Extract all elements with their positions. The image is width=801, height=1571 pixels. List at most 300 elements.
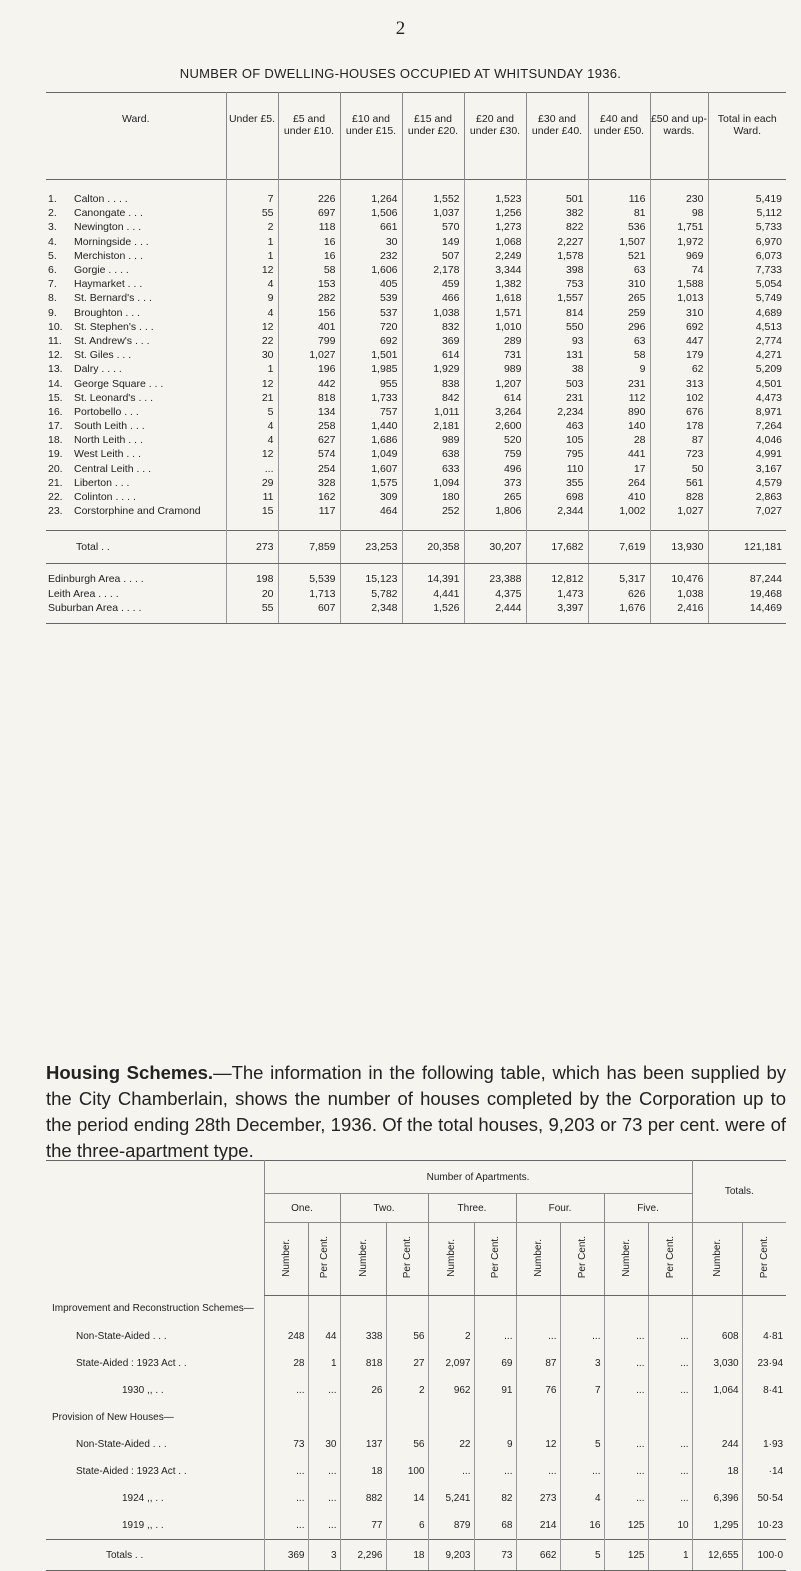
area-value: 2,348 bbox=[340, 601, 402, 624]
totals-value: 5 bbox=[560, 1540, 604, 1571]
ward-value: 62 bbox=[650, 362, 708, 376]
ward-number: 15. bbox=[48, 391, 63, 404]
scheme-value: 9 bbox=[474, 1431, 516, 1458]
ward-value: 1,606 bbox=[340, 263, 402, 277]
ward-value: 507 bbox=[402, 249, 464, 263]
scheme-value: 7 bbox=[560, 1377, 604, 1404]
ward-value: 574 bbox=[278, 447, 340, 461]
ward-value: 720 bbox=[340, 320, 402, 334]
ward-name: South Leith . . . bbox=[74, 420, 145, 433]
area-value: 1,713 bbox=[278, 587, 340, 601]
total-label: Total . . bbox=[46, 531, 226, 564]
scheme-row bbox=[46, 1512, 786, 1540]
ward-value: 2,774 bbox=[708, 334, 786, 348]
ward-value: 1,068 bbox=[464, 235, 526, 249]
scheme-value: ·14 bbox=[742, 1458, 786, 1485]
area-value: 87,244 bbox=[708, 564, 786, 587]
ward-number: 17. bbox=[48, 420, 63, 433]
ward-number: 7. bbox=[48, 278, 57, 291]
ward-value: 259 bbox=[588, 306, 650, 320]
ward-number: 1. bbox=[48, 193, 57, 206]
scheme-value: 50·54 bbox=[742, 1485, 786, 1512]
area-value: 1,473 bbox=[526, 587, 588, 601]
scheme-value: 100 bbox=[386, 1458, 428, 1485]
ward-value: 30 bbox=[226, 348, 278, 362]
ward-value: 1,207 bbox=[464, 376, 526, 390]
ward-value: 81 bbox=[588, 206, 650, 220]
ward-value: 196 bbox=[278, 362, 340, 376]
ward-value: 969 bbox=[650, 249, 708, 263]
ward-name: Dalry . . . . bbox=[74, 363, 122, 376]
ward-value: 117 bbox=[278, 504, 340, 518]
ward-value: 93 bbox=[526, 334, 588, 348]
ward-value: 1,686 bbox=[340, 433, 402, 447]
group-header-two: Two. bbox=[340, 1194, 428, 1223]
ward-value: 4,579 bbox=[708, 476, 786, 490]
total-value: 20,358 bbox=[402, 531, 464, 564]
ward-row bbox=[46, 419, 786, 433]
ward-number: 21. bbox=[48, 476, 63, 489]
area-value: 23,388 bbox=[464, 564, 526, 587]
scheme-value: 2 bbox=[386, 1377, 428, 1404]
scheme-value: 3,030 bbox=[692, 1350, 742, 1377]
scheme-row bbox=[46, 1377, 786, 1404]
ward-value: 149 bbox=[402, 235, 464, 249]
ward-value: 230 bbox=[650, 192, 708, 206]
total-value: 13,930 bbox=[650, 531, 708, 564]
scheme-value: ... bbox=[560, 1323, 604, 1350]
scheme-value: 5,241 bbox=[428, 1485, 474, 1512]
scheme-value: 69 bbox=[474, 1350, 516, 1377]
ward-number: 8. bbox=[48, 292, 57, 305]
scheme-row bbox=[46, 1323, 786, 1350]
ward-value: 4,473 bbox=[708, 391, 786, 405]
ward-value: 2,181 bbox=[402, 419, 464, 433]
ward-value: 1,806 bbox=[464, 504, 526, 518]
ward-value: 4 bbox=[226, 433, 278, 447]
ward-number: 20. bbox=[48, 462, 63, 475]
totals-value: 12,655 bbox=[692, 1540, 742, 1571]
ward-value: 731 bbox=[464, 348, 526, 362]
ward-value: 614 bbox=[402, 348, 464, 362]
ward-value: 9 bbox=[588, 362, 650, 376]
ward-value: 310 bbox=[588, 277, 650, 291]
subheader-number: Number. bbox=[428, 1223, 474, 1296]
area-value: 5,317 bbox=[588, 564, 650, 587]
ward-value: 537 bbox=[340, 306, 402, 320]
ward-name: Central Leith . . . bbox=[74, 462, 152, 475]
ward-value: 3,344 bbox=[464, 263, 526, 277]
ward-value: 382 bbox=[526, 206, 588, 220]
totals-value: 2,296 bbox=[340, 1540, 386, 1571]
subheader-per-cent: Per Cent. bbox=[308, 1223, 340, 1296]
scheme-label: 1919 ,, . . bbox=[122, 1520, 164, 1531]
ward-row bbox=[46, 206, 786, 220]
ward-value: 1,588 bbox=[650, 277, 708, 291]
ward-value: 1,751 bbox=[650, 220, 708, 234]
ward-value: 4,501 bbox=[708, 376, 786, 390]
ward-row bbox=[46, 391, 786, 405]
ward-value: 464 bbox=[340, 504, 402, 518]
ward-value: 520 bbox=[464, 433, 526, 447]
ward-name: Colinton . . . . bbox=[74, 491, 136, 504]
ward-value: 310 bbox=[650, 306, 708, 320]
area-value: 626 bbox=[588, 587, 650, 601]
group-header-four: Four. bbox=[516, 1194, 604, 1223]
ward-value: 5,054 bbox=[708, 277, 786, 291]
subheader-number: Number. bbox=[516, 1223, 560, 1296]
ward-value: 11 bbox=[226, 490, 278, 504]
ward-name: St. Giles . . . bbox=[74, 349, 132, 362]
ward-value: 4,991 bbox=[708, 447, 786, 461]
area-value: 1,676 bbox=[588, 601, 650, 624]
scheme-value: ... bbox=[648, 1431, 692, 1458]
area-value: 15,123 bbox=[340, 564, 402, 587]
ward-value: 16 bbox=[278, 249, 340, 263]
area-value: 3,397 bbox=[526, 601, 588, 624]
ward-value: 1,571 bbox=[464, 306, 526, 320]
scheme-value: ... bbox=[604, 1323, 648, 1350]
scheme-value: 18 bbox=[340, 1458, 386, 1485]
scheme-value: 125 bbox=[604, 1512, 648, 1540]
group-header-totals: Totals. bbox=[692, 1161, 786, 1223]
subheader-number: Number. bbox=[340, 1223, 386, 1296]
scheme-value: 137 bbox=[340, 1431, 386, 1458]
ward-value: 153 bbox=[278, 277, 340, 291]
ward-number: 11. bbox=[48, 334, 62, 347]
scheme-value: ... bbox=[264, 1458, 308, 1485]
scheme-value: 27 bbox=[386, 1350, 428, 1377]
scheme-value: ... bbox=[264, 1485, 308, 1512]
scheme-value: ... bbox=[308, 1377, 340, 1404]
scheme-value: 882 bbox=[340, 1485, 386, 1512]
scheme-value: ... bbox=[516, 1323, 560, 1350]
ward-value: 1 bbox=[226, 362, 278, 376]
ward-value: 1,256 bbox=[464, 206, 526, 220]
scheme-value: 273 bbox=[516, 1485, 560, 1512]
ward-row bbox=[46, 320, 786, 334]
ward-value: 1,027 bbox=[650, 504, 708, 518]
ward-value: 355 bbox=[526, 476, 588, 490]
ward-row bbox=[46, 220, 786, 234]
ward-value: 296 bbox=[588, 320, 650, 334]
ward-value: 16 bbox=[278, 235, 340, 249]
ward-value: 1,049 bbox=[340, 447, 402, 461]
ward-value: 162 bbox=[278, 490, 340, 504]
ward-value: 697 bbox=[278, 206, 340, 220]
ward-value: 614 bbox=[464, 391, 526, 405]
scheme-value: 1,064 bbox=[692, 1377, 742, 1404]
ward-value: 38 bbox=[526, 362, 588, 376]
ward-value: 410 bbox=[588, 490, 650, 504]
area-value: 5,782 bbox=[340, 587, 402, 601]
ward-value: 264 bbox=[588, 476, 650, 490]
ward-number: 4. bbox=[48, 235, 57, 248]
scheme-value: ... bbox=[604, 1431, 648, 1458]
total-value: 273 bbox=[226, 531, 278, 564]
ward-value: 254 bbox=[278, 462, 340, 476]
ward-value: 140 bbox=[588, 419, 650, 433]
ward-value: 1,037 bbox=[402, 206, 464, 220]
scheme-value: 30 bbox=[308, 1431, 340, 1458]
scheme-value: 6 bbox=[386, 1512, 428, 1540]
ward-row bbox=[46, 235, 786, 249]
area-value: 5,539 bbox=[278, 564, 340, 587]
total-value: 30,207 bbox=[464, 531, 526, 564]
ward-value: 134 bbox=[278, 405, 340, 419]
ward-value: 1,382 bbox=[464, 277, 526, 291]
ward-value: 373 bbox=[464, 476, 526, 490]
ward-value: 1,264 bbox=[340, 192, 402, 206]
totals-value: 9,203 bbox=[428, 1540, 474, 1571]
totals-row bbox=[46, 1540, 786, 1571]
ward-value: 661 bbox=[340, 220, 402, 234]
ward-value: 22 bbox=[226, 334, 278, 348]
scheme-value: ... bbox=[308, 1512, 340, 1540]
scheme-value: 10 bbox=[648, 1512, 692, 1540]
scheme-row bbox=[46, 1485, 786, 1512]
ward-value: 398 bbox=[526, 263, 588, 277]
ward-name: George Square . . . bbox=[74, 377, 164, 390]
ward-value: 2,227 bbox=[526, 235, 588, 249]
ward-value: 313 bbox=[650, 376, 708, 390]
ward-value: 838 bbox=[402, 376, 464, 390]
ward-value: 466 bbox=[402, 291, 464, 305]
ward-value: 501 bbox=[526, 192, 588, 206]
ward-value: 1,273 bbox=[464, 220, 526, 234]
ward-value: 723 bbox=[650, 447, 708, 461]
ward-value: 989 bbox=[402, 433, 464, 447]
ward-row bbox=[46, 405, 786, 419]
ward-value: 112 bbox=[588, 391, 650, 405]
scheme-value: ... bbox=[648, 1350, 692, 1377]
area-value: 12,812 bbox=[526, 564, 588, 587]
ward-value: 4,046 bbox=[708, 433, 786, 447]
group-header-five: Five. bbox=[604, 1194, 692, 1223]
ward-value: 1,440 bbox=[340, 419, 402, 433]
scheme-value: 16 bbox=[560, 1512, 604, 1540]
ward-value: 441 bbox=[588, 447, 650, 461]
scheme-value: 56 bbox=[386, 1323, 428, 1350]
col-header-30-40: £30 and under £40. bbox=[526, 93, 588, 180]
ward-value: 328 bbox=[278, 476, 340, 490]
ward-value: 50 bbox=[650, 462, 708, 476]
ward-value: 4,271 bbox=[708, 348, 786, 362]
ward-row bbox=[46, 504, 786, 518]
scheme-value: ... bbox=[264, 1512, 308, 1540]
ward-name: Broughton . . . bbox=[74, 306, 140, 319]
scheme-value: 10·23 bbox=[742, 1512, 786, 1540]
scheme-value: 338 bbox=[340, 1323, 386, 1350]
scheme-value: 14 bbox=[386, 1485, 428, 1512]
ward-row bbox=[46, 291, 786, 305]
area-value: 19,468 bbox=[708, 587, 786, 601]
ward-value: 1,013 bbox=[650, 291, 708, 305]
ward-value: 30 bbox=[340, 235, 402, 249]
ward-value: 98 bbox=[650, 206, 708, 220]
scheme-value: 3 bbox=[560, 1350, 604, 1377]
ward-value: 118 bbox=[278, 220, 340, 234]
scheme-value: 2 bbox=[428, 1323, 474, 1350]
ward-number: 5. bbox=[48, 249, 57, 262]
ward-row bbox=[46, 263, 786, 277]
scheme-value: ... bbox=[308, 1485, 340, 1512]
ward-value: 63 bbox=[588, 334, 650, 348]
ward-value: 1,985 bbox=[340, 362, 402, 376]
scheme-row bbox=[46, 1350, 786, 1377]
scheme-value: ... bbox=[264, 1377, 308, 1404]
ward-value: 1 bbox=[226, 249, 278, 263]
ward-value: 459 bbox=[402, 277, 464, 291]
number-of-apartments-header: Number of Apartments. bbox=[264, 1161, 692, 1194]
housing-schemes-paragraph bbox=[46, 1060, 786, 1164]
ward-value: 289 bbox=[464, 334, 526, 348]
ward-value: 2,178 bbox=[402, 263, 464, 277]
ward-value: 5,749 bbox=[708, 291, 786, 305]
ward-value: 5,419 bbox=[708, 192, 786, 206]
ward-value: 4 bbox=[226, 419, 278, 433]
ward-value: 258 bbox=[278, 419, 340, 433]
scheme-value: 6,396 bbox=[692, 1485, 742, 1512]
subheader-per-cent: Per Cent. bbox=[560, 1223, 604, 1296]
ward-row bbox=[46, 334, 786, 348]
scheme-value: ... bbox=[604, 1377, 648, 1404]
scheme-value: 5 bbox=[560, 1431, 604, 1458]
ward-name: St. Leonard's . . . bbox=[74, 391, 154, 404]
area-label: Suburban Area . . . . bbox=[46, 601, 226, 624]
scheme-label: Non-State-Aided . . . bbox=[76, 1439, 167, 1450]
scheme-row bbox=[46, 1431, 786, 1458]
ward-value: 179 bbox=[650, 348, 708, 362]
ward-value: 550 bbox=[526, 320, 588, 334]
ward-value: 401 bbox=[278, 320, 340, 334]
ward-value: 1,618 bbox=[464, 291, 526, 305]
scheme-value: 1 bbox=[308, 1350, 340, 1377]
scheme-value: ... bbox=[474, 1323, 516, 1350]
scheme-value: ... bbox=[604, 1350, 648, 1377]
scheme-value: 73 bbox=[264, 1431, 308, 1458]
area-value: 55 bbox=[226, 601, 278, 624]
housing-schemes-table bbox=[46, 1160, 786, 1571]
ward-value: 29 bbox=[226, 476, 278, 490]
ward-value: 1,002 bbox=[588, 504, 650, 518]
area-label: Edinburgh Area . . . . bbox=[48, 573, 144, 586]
scheme-value: 91 bbox=[474, 1377, 516, 1404]
scheme-value: 962 bbox=[428, 1377, 474, 1404]
ward-value: 1,575 bbox=[340, 476, 402, 490]
ward-row bbox=[46, 476, 786, 490]
col-header-15-20: £15 and under £20. bbox=[402, 93, 464, 180]
area-value: 20 bbox=[226, 587, 278, 601]
scheme-row bbox=[46, 1458, 786, 1485]
col-header-20-30: £20 and under £30. bbox=[464, 93, 526, 180]
scheme-value: 244 bbox=[692, 1431, 742, 1458]
ward-value: 2,249 bbox=[464, 249, 526, 263]
totals-value: 100·0 bbox=[742, 1540, 786, 1571]
area-row bbox=[46, 587, 786, 601]
ward-value: 7,264 bbox=[708, 419, 786, 433]
ward-value: 5,733 bbox=[708, 220, 786, 234]
ward-name: North Leith . . . bbox=[74, 434, 143, 447]
area-value: 4,441 bbox=[402, 587, 464, 601]
col-header-5-10: £5 and under £10. bbox=[278, 93, 340, 180]
ward-value: 105 bbox=[526, 433, 588, 447]
ward-number: 6. bbox=[48, 264, 57, 277]
ward-value: 17 bbox=[588, 462, 650, 476]
total-value: 7,619 bbox=[588, 531, 650, 564]
ward-value: 5,209 bbox=[708, 362, 786, 376]
totals-value: 1 bbox=[648, 1540, 692, 1571]
scheme-value: ... bbox=[474, 1458, 516, 1485]
ward-value: 116 bbox=[588, 192, 650, 206]
ward-value: 570 bbox=[402, 220, 464, 234]
ward-value: 12 bbox=[226, 447, 278, 461]
ward-value: 1,733 bbox=[340, 391, 402, 405]
ward-value: 463 bbox=[526, 419, 588, 433]
ward-value: ... bbox=[226, 462, 278, 476]
ward-value: 521 bbox=[588, 249, 650, 263]
ward-value: 5 bbox=[226, 405, 278, 419]
group-header-three: Three. bbox=[428, 1194, 516, 1223]
ward-name: St. Bernard's . . . bbox=[74, 292, 152, 305]
area-value: 1,038 bbox=[650, 587, 708, 601]
scheme-value: 214 bbox=[516, 1512, 560, 1540]
ward-value: 1,038 bbox=[402, 306, 464, 320]
ward-value: 369 bbox=[402, 334, 464, 348]
scheme-value: 12 bbox=[516, 1431, 560, 1458]
ward-number: 3. bbox=[48, 221, 57, 234]
ward-value: 405 bbox=[340, 277, 402, 291]
area-value: 2,416 bbox=[650, 601, 708, 624]
scheme-value: ... bbox=[604, 1458, 648, 1485]
ward-value: 539 bbox=[340, 291, 402, 305]
ward-name: Portobello . . . bbox=[74, 405, 139, 418]
ward-value: 55 bbox=[226, 206, 278, 220]
total-row bbox=[46, 531, 786, 564]
ward-value: 58 bbox=[588, 348, 650, 362]
scheme-label: State-Aided : 1923 Act . . bbox=[76, 1358, 187, 1369]
ward-number: 14. bbox=[48, 377, 63, 390]
col-header-40-50: £40 and under £50. bbox=[588, 93, 650, 180]
ward-value: 4 bbox=[226, 277, 278, 291]
scheme-value: ... bbox=[648, 1458, 692, 1485]
area-row bbox=[46, 601, 786, 624]
ward-value: 1,506 bbox=[340, 206, 402, 220]
area-value: 10,476 bbox=[650, 564, 708, 587]
ward-value: 1,027 bbox=[278, 348, 340, 362]
totals-value: 125 bbox=[604, 1540, 648, 1571]
ward-value: 757 bbox=[340, 405, 402, 419]
dwelling-houses-table bbox=[46, 92, 786, 624]
ward-value: 282 bbox=[278, 291, 340, 305]
ward-value: 4,689 bbox=[708, 306, 786, 320]
ward-value: 1,552 bbox=[402, 192, 464, 206]
ward-value: 442 bbox=[278, 376, 340, 390]
ward-value: 1,607 bbox=[340, 462, 402, 476]
ward-row bbox=[46, 348, 786, 362]
subheader-per-cent: Per Cent. bbox=[386, 1223, 428, 1296]
ward-value: 7,733 bbox=[708, 263, 786, 277]
housing-schemes-text: —The information in the following table, which has been supplied by the City Chamberlain, shows the number of houses completed by the Corporation up to the period ending 28th December, 1936. Of the total houses, 9,203 or 73 per cent. were of the three-apartment type. bbox=[46, 1062, 787, 1161]
ward-value: 4,513 bbox=[708, 320, 786, 334]
group-header-one: One. bbox=[264, 1194, 340, 1223]
ward-name: St. Stephen's . . . bbox=[74, 320, 154, 333]
ward-value: 178 bbox=[650, 419, 708, 433]
ward-value: 698 bbox=[526, 490, 588, 504]
ward-value: 1,507 bbox=[588, 235, 650, 249]
scheme-value: 818 bbox=[340, 1350, 386, 1377]
totals-value: 662 bbox=[516, 1540, 560, 1571]
